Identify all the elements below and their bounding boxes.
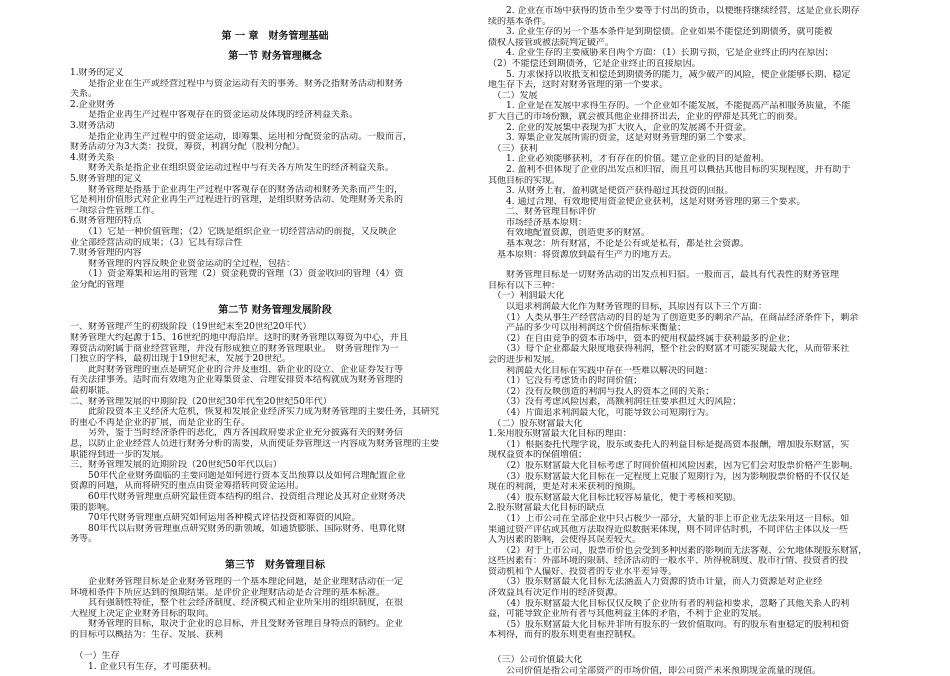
goal-growth-profit-text xyxy=(488,6,900,260)
text-line: （1）人类从事生产经营活动的目的是为了创造更多的剩余产品，在商品经济条件下，剩余 xyxy=(488,312,859,323)
section-3-title: 第三节 财务管理目标 xyxy=(225,559,325,571)
text-line: 财务管理的内容反映企业资金运动的全过程，包括： xyxy=(70,258,296,269)
section-2-body xyxy=(70,322,480,544)
text-line: 大程度上决定企业财务目标的取向。 xyxy=(70,608,215,619)
goal-types-text xyxy=(488,270,900,641)
text-line: （2）股东财富最大化目标考虑了时间价值和风险因素，因为它们会对股票价格产生影响。 xyxy=(488,460,859,471)
text-line: 最初职能。 xyxy=(70,386,116,397)
text-line: 市场经济基本原则： xyxy=(488,217,588,228)
text-line: 务等。 xyxy=(70,534,98,545)
text-line: 3. 企业生存的另一个基本条件是到期偿债。企业如果不能偿还到期债务，就可能被 xyxy=(488,27,833,38)
section-3-body xyxy=(70,577,480,672)
text-line: 财务管理大约起源于15、16世纪的地中海沿岸。这时的财务管理以筹资为中心，并且 xyxy=(70,333,408,344)
text-line: 续的基本条件。 xyxy=(488,16,552,27)
section-1-title: 第一节 财务管理概念 xyxy=(228,51,322,62)
text-line: （一）生存 xyxy=(70,651,120,662)
text-line: 扩大自己的市场份额，就会被其他企业排挤出去，企业的停滞是其死亡的前奏。 xyxy=(488,111,804,122)
text-line: 基本观念：所有财富，不论是公有或是私有，都是社会资源。 xyxy=(488,239,750,250)
text-line: 有关法律事务。适时而有效地为企业筹集资金、合理安排资本结构就成为财务管理的 xyxy=(70,375,404,386)
text-line: （3）股东财富最大化目标无法涵盖人力资源的货币计量，而人力资源是对企业经 xyxy=(488,577,823,588)
text-line: （2）不能偿还到期债务，它是企业终止的直接原因。 xyxy=(488,58,701,69)
text-line: 地生存下去，这时对财务管理的第一个要求。 xyxy=(488,80,669,91)
text-line: 是指企业再生产过程中的资金运动，即筹集、运用和分配资金的活动。一般而言， xyxy=(70,131,413,142)
text-line: 二、财务管理发展的中期阶段（20世纪30年代至20世纪50年代） xyxy=(70,396,332,407)
text-line: 门独立的学科，最初出现于19世纪末，发展于20世纪。 xyxy=(70,354,291,365)
text-line: 其有强制性特征，整个社会经济制度、经济模式和企业所采用的组织制度，在很 xyxy=(70,598,404,609)
text-line: （一）利润最大化 xyxy=(488,291,565,302)
text-line: 7.财务管理的内容 xyxy=(70,248,142,259)
text-line: 策的影响。 xyxy=(70,502,116,513)
text-line: 这些因素有：外部环境的限制、经济活动的一般水平、所得税制度、股市行情、投资者的投 xyxy=(488,556,849,567)
text-line: 财务活动分为3大类：投资，筹资，利润分配（股利分配）。 xyxy=(70,142,306,153)
text-line: （2）对于上市公司，股票市价也会受到多种因素的影响而无法客观、公允地体现股东财富， xyxy=(488,545,868,556)
text-line: （三）获利 xyxy=(488,143,538,154)
left-column xyxy=(70,30,480,672)
text-line: （二）股东财富最大化 xyxy=(488,418,583,429)
text-line: 资源的问题，从而将研究的重点由资金筹措转向资金运用。 xyxy=(70,481,305,492)
text-line: （1）上市公司在全部企业中只占极少一部分，大量的非上市企业无法采用这一目标。如 xyxy=(488,513,850,524)
text-line: 2.股东财富最大化目标的缺点 xyxy=(488,503,605,514)
text-line: 的重心不再是企业的扩展，而是企业的生存。 xyxy=(70,417,251,428)
text-line: 益，可能导致企业所有者与其他利益主体的矛盾，不利于企业的发展。 xyxy=(488,609,768,620)
text-line: 财务管理目标是一切财务活动的出发点和归宿。一般而言，最具有代表性的财务管理 xyxy=(488,270,840,281)
text-line: 4.财务关系 xyxy=(70,152,115,163)
text-line: 公司价值是指公司全部资产的市场价值，即公司资产未来预期现金流量的现值。 xyxy=(488,665,822,676)
text-line xyxy=(70,641,480,652)
chapter-title: 第 一 章 财务管理基础 xyxy=(221,31,329,42)
text-line: 财务管理的目标，取决于企业的总目标，并且受财务管理自身特点的制约。企业 xyxy=(70,619,404,630)
text-line: （5）股东财富最大化目标并非所有股东的一致价值取向。有的股东看重稳定的股利和资 xyxy=(488,619,850,630)
text-line: 80年代以后财务管理重点研究财务的新领域，如通货膨胀、国际财务、电算化财 xyxy=(70,523,406,534)
text-line: 2. 企业的发展集中表现为扩大收入，企业的发展离不开资金。 xyxy=(488,122,752,133)
text-line: 2.企业财务 xyxy=(70,99,115,110)
text-line: 其他目标的实现。 xyxy=(488,175,561,186)
text-line: 1. 企业是在发展中求得生存的。一个企业如不能发展，不能提高产品和服务质量，不能 xyxy=(488,101,851,112)
text-line: 3. 从财务上看，盈利就是使资产获得超过其投资的回报。 xyxy=(488,186,734,197)
text-line: （4）股东财富最大化目标仅仅反映了企业所有者的利益和要求，忽略了其他关系人的利 xyxy=(488,598,850,609)
right-column xyxy=(488,6,900,676)
text-line: 2. 盈利不但体现了企业的出发点和归宿，而且可以概括其他目标的实现程度，并有助于 xyxy=(488,164,851,175)
text-line: 一项综合性管理工作。 xyxy=(70,205,161,216)
text-line: 利润最大化目标在实践中存在一些难以解决的问题： xyxy=(488,365,714,376)
text-line: 现在的利润，更是对未来获利的预期。 xyxy=(488,482,642,493)
text-line: 资动机和个人偏好、投资者的专业水平差异等。 xyxy=(488,566,678,577)
text-line: 此阶段资本主义经济大危机，恢复和发展企业经济实力成为财务管理的主要任务，其研究 xyxy=(70,407,440,418)
text-line: 筹资活动附属于商业经营管理，并没有形成独立的财务管理职业。 财务管理作为一 xyxy=(70,343,399,354)
text-line: 业全部经营活动的成果；（3）它具有综合性 xyxy=(70,237,243,248)
section-1-body xyxy=(70,68,480,290)
text-line: （三）公司价值最大化 xyxy=(488,655,583,666)
text-line: 三、财务管理发展的近期阶段（20世纪50年代以后） xyxy=(70,460,282,471)
text-line: 财务管理是指基于企业再生产过程中客观存在的财务活动和财务关系而产生的， xyxy=(70,184,404,195)
text-line: 50年代企业财务面临的主要问题是如何进行资本支出预算以及如何合理配置企业 xyxy=(70,470,406,481)
text-line: （3）每个企业都最大限度地获得利润，整个社会的财富才可能实现最大化，从而带来社 xyxy=(488,344,850,355)
text-line: 另外，鉴于当时经济条件的恶化，西方各国政府要求企业充分披露有关的财务信 xyxy=(70,428,404,439)
text-line: 它是利用价值形式对企业再生产过程进行的管理，是组织财务活动、处理财务关系的 xyxy=(70,195,404,206)
text-line: 3.财务活动 xyxy=(70,120,115,131)
text-line: 息，以防止企业经营人员进行财务分析的需要，从而使证券管理这一内容成为财务管理的主要 xyxy=(70,439,440,449)
text-line: 二、财务管理目标评价 xyxy=(488,207,597,218)
text-line: 人为因素的影响，会使得其误差较大。 xyxy=(488,535,642,546)
text-line: （2）在自由竞争的资本市场中，资本的使用权最终属于获利最多的企业； xyxy=(488,333,796,344)
text-line: 现权益资本的保值增值； xyxy=(488,450,588,461)
text-line: 债权人接管或被法院判定破产。 xyxy=(488,37,615,48)
text-line: 金分配的管理 xyxy=(70,279,125,290)
text-line: 3. 筹集企业发展所需的资金，这是对财务管理的第二个要求。 xyxy=(488,133,752,144)
text-line: 5. 力求保持以收抵支和偿还到期债务的能力，减少破产的风险，使企业能够长期、稳定 xyxy=(488,69,851,80)
text-line: 本利得，而有的股东则更看重控制权。 xyxy=(488,630,642,641)
text-line: 基本原则：将资源放到最有生产力的地方去。 xyxy=(488,249,678,260)
text-line: 70年代财务管理重点研究如何运用各种模式评估投资和筹资的风险。 xyxy=(70,513,361,524)
text-line: 有效地配置资源，创造更多的财富。 xyxy=(488,228,651,239)
text-line: 60年代财务管理重点研究最佳资本结构的组合、投资组合理论及其对企业财务决 xyxy=(70,491,406,502)
section-2-title: 第二节 财务管理发展阶段 xyxy=(218,305,332,317)
company-value-text xyxy=(488,655,900,676)
text-line: （4）片面追求利润最大化，可能导致公司短期行为。 xyxy=(488,407,715,418)
text-line: （二）发展 xyxy=(488,90,538,101)
text-line: 环境和条件下所应达到的预期结果。是评价企业理财活动是否合理的基本标准。 xyxy=(70,587,386,598)
text-line: （1）它没有考虑货币的时间价值； xyxy=(488,376,643,387)
text-line: 6.财务管理的特点 xyxy=(70,216,142,227)
text-line: 2. 企业在市场中获得的货币至少要等于付出的货币，以便维持继续经营，这是企业长期存 xyxy=(488,6,860,16)
text-line: （3）股东财富最大化目标在一定程度上克服了短期行为，因为影响股票价格的不仅仅是 xyxy=(488,471,850,482)
text-line: 济效益具有决定作用的经济资源。 xyxy=(488,588,624,599)
text-line: 关系。 xyxy=(70,89,98,100)
text-line: 此时财务管理的重点是研究企业的合并及重组、新企业的设立、企业证券发行等 xyxy=(70,364,404,375)
text-line: 一、财务管理产生的初级阶段（19世纪末至20世纪20年代） xyxy=(70,322,312,333)
text-line: 财务关系是指企业在组织资金运动过程中与有关各方所发生的经济利益关系。 xyxy=(70,163,395,174)
text-line: 1.采用股东财富最大化目标的理由： xyxy=(488,429,632,440)
text-line: （1）根据委托代理学说，股东或委托人的利益目标是提高资本报酬，增加股东财富，实 xyxy=(488,439,850,450)
text-line: 1. 企业必须能够获利，才有存在的价值。建立企业的目的是盈利。 xyxy=(488,154,770,165)
text-line: （1）资金筹集和运用的管理（2）资金耗费的管理（3）资金收回的管理（4）资 xyxy=(70,269,404,280)
text-line: 的目标可以概括为：生存、发展、获利 xyxy=(70,629,224,640)
text-line: 是指企业再生产过程中客观存在的资金运动及体现的经济利益关系。 xyxy=(70,110,359,121)
text-line: 果通过资产评估或其他方法取得近似数据来体现，则不同评估时机，不同评估主体以及一些 xyxy=(488,524,849,535)
text-line: 以追求利润最大化作为财务管理的目标，其原因有以下三个方面： xyxy=(488,302,768,313)
text-line: （2）没有反映创造的利润与投入的资本之间的关系； xyxy=(488,386,715,397)
text-line: 1.财务的定义 xyxy=(70,68,124,78)
text-line: （4）股东财富最大化目标比较容易量化，便于考核和奖励。 xyxy=(488,492,742,503)
text-line: 4. 企业生存的主要威胁来自两个方面：（1）长期亏损，它是企业终止的内在原因； xyxy=(488,48,834,59)
text-line: 是指企业在生产或经营过程中与资金运动有关的事务。财务泛指财务活动和财务 xyxy=(70,78,404,89)
text-line: （3）没有考虑风险因素，高额利润往往要承担过大的风险； xyxy=(488,397,742,408)
text-line: 5.财务管理的定义 xyxy=(70,173,142,184)
text-line: （1）它是一种价值管理；（2）它既是组织企业一切经营活动的前提，又反映企 xyxy=(70,226,397,237)
text-line: 职能得到进一步的发展。 xyxy=(70,449,170,460)
text-line: 产品的多少可以用利润这个价值指标来衡量； xyxy=(488,323,687,334)
text-line: 目标有以下三种： xyxy=(488,280,561,291)
text-line: 会的进步和发展。 xyxy=(488,355,561,365)
text-line: 1. 企业只有生存，才可能获利。 xyxy=(70,661,217,672)
text-line: 4. 通过合理、有效地使用资金使企业获利，这是对财务管理的第三个要求。 xyxy=(488,196,806,207)
text-line: 企业财务管理目标是企业财务管理的一个基本理论问题，是企业理财活动在一定 xyxy=(70,576,404,587)
